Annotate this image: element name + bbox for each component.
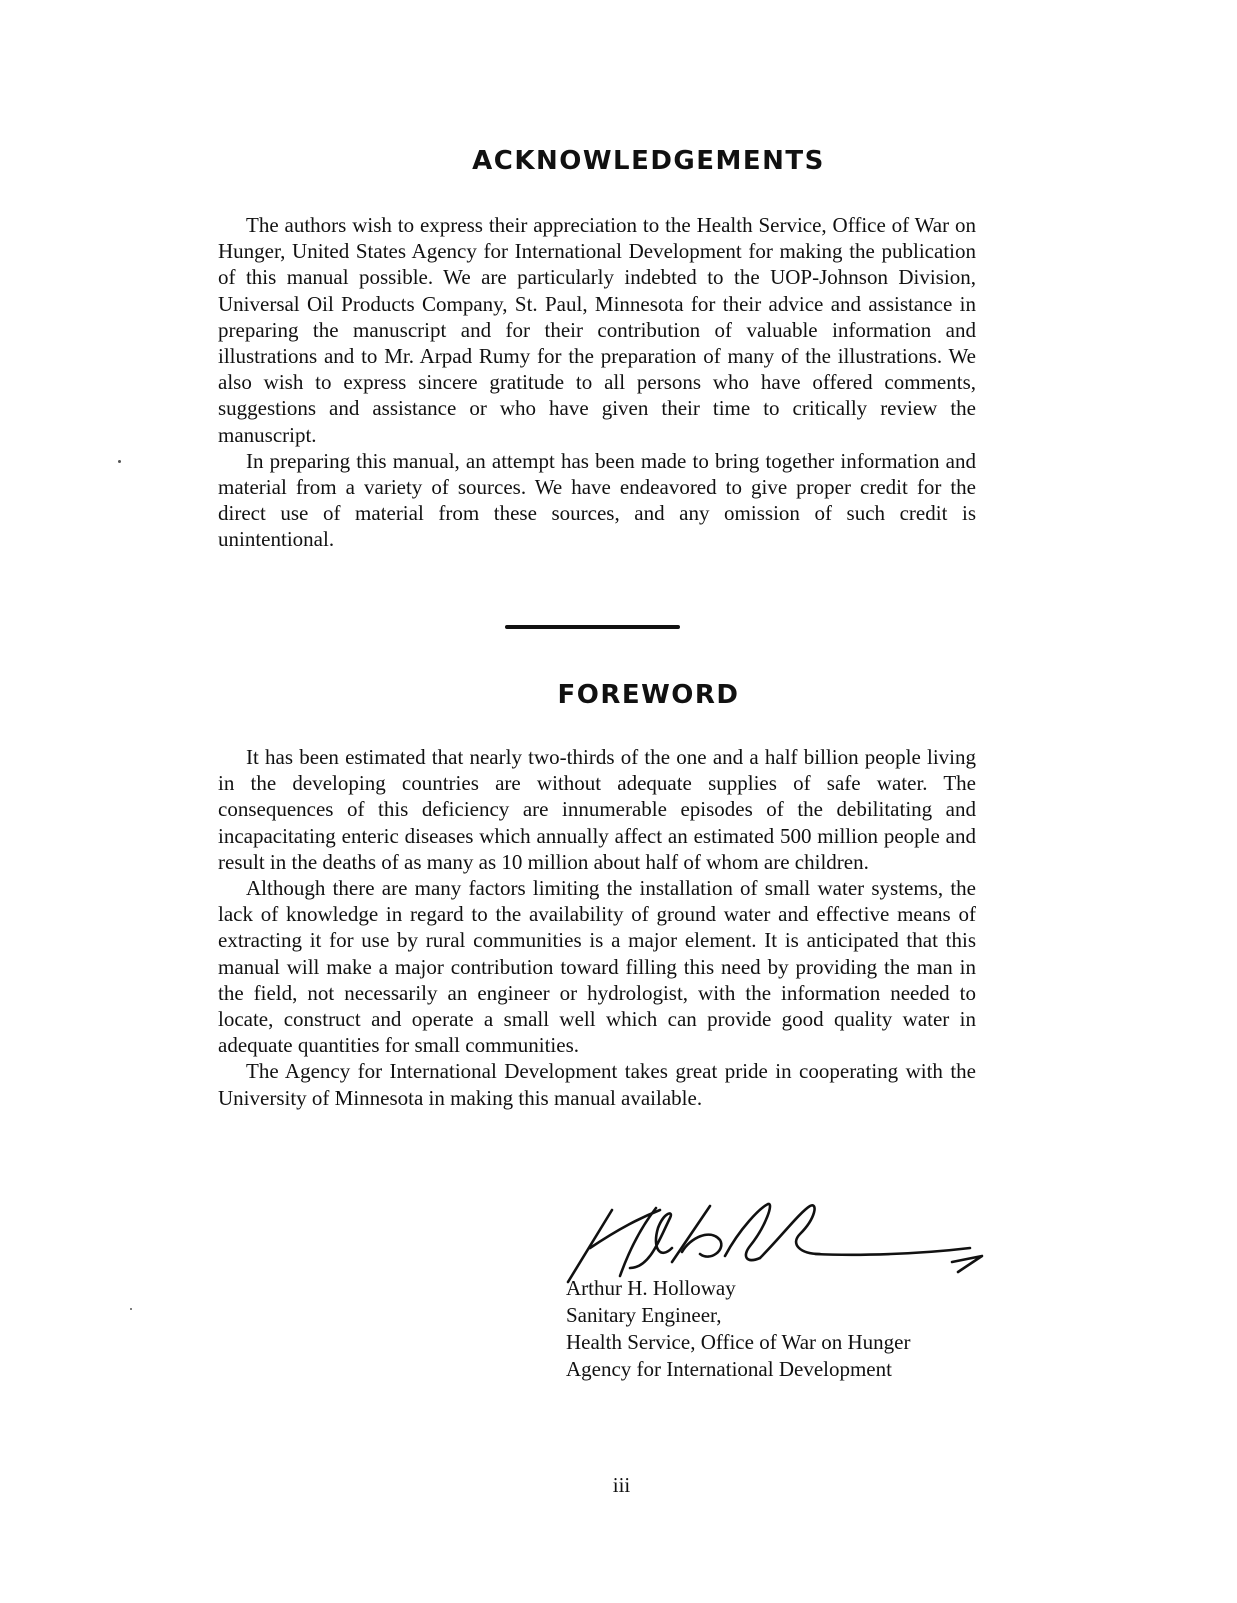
foreword-paragraph-2: Although there are many factors limiting the installation of small water systems, the lack of knowledge in regard to the availability of ground water and effective means of extracting it for use by rural communities is a major element. It is anticipated that this manual will make a major contribution toward filling this need by providing the man in the field, not necessarily an engineer or hydrologist, with the information needed to locate, construct and operate a small well which can provide good quality water in adequate quantities for small communities. [218,876,976,1058]
foreword-body [218,744,976,1111]
signatory-office: Health Service, Office of War on Hunger [566,1330,911,1354]
foreword-paragraph-1: It has been estimated that nearly two-thirds of the one and a half billion people living in the developing countries are without adequate supplies of safe water. The consequences of this deficiency are innumerable episodes of the debilitating and incapacitating enteric diseases which annually affect an estimated 500 million people and result in the deaths of as many as 10 million about half of whom are children. [218,745,976,874]
section-divider [505,625,680,629]
signatory-title: Sanitary Engineer, [566,1303,722,1327]
signatory-name: Arthur H. Holloway [566,1276,736,1300]
signature-block [566,1275,911,1383]
acknowledgements-heading: ACKNOWLEDGEMENTS [472,146,825,176]
acknowledgements-paragraph-1: The authors wish to express their appreciation to the Health Service, Office of War on Hunger, United States Agency for International Development for making the publication of this manual possible. We are particularly indebted to the UOP-Johnson Division, Universal Oil Products Company, St. Paul, Minnesota for their advice and assistance in preparing the manuscript and for their contribution of valuable information and illustrations and to Mr. Arpad Rumy for the preparation of many of the illustrations. We also wish to express sincere gratitude to all persons who have offered comments, suggestions and assistance or who have given their time to critically review the manuscript. [218,213,976,447]
acknowledgements-paragraph-2: In preparing this manual, an attempt has been made to bring together information and material from a variety of sources. We have endeavored to give proper credit for the direct use of material from these sources, and any omission of such credit is unintentional. [218,448,976,552]
acknowledgements-body [218,212,976,553]
scan-speck [118,460,121,463]
scan-speck [130,1308,132,1310]
foreword-heading: FOREWORD [557,680,740,710]
page-number: iii [612,1473,631,1497]
foreword-paragraph-3: The Agency for International Development takes great pride in cooperating with the University of Minnesota in making this manual available. [218,1059,976,1110]
signatory-agency: Agency for International Development [566,1357,892,1381]
